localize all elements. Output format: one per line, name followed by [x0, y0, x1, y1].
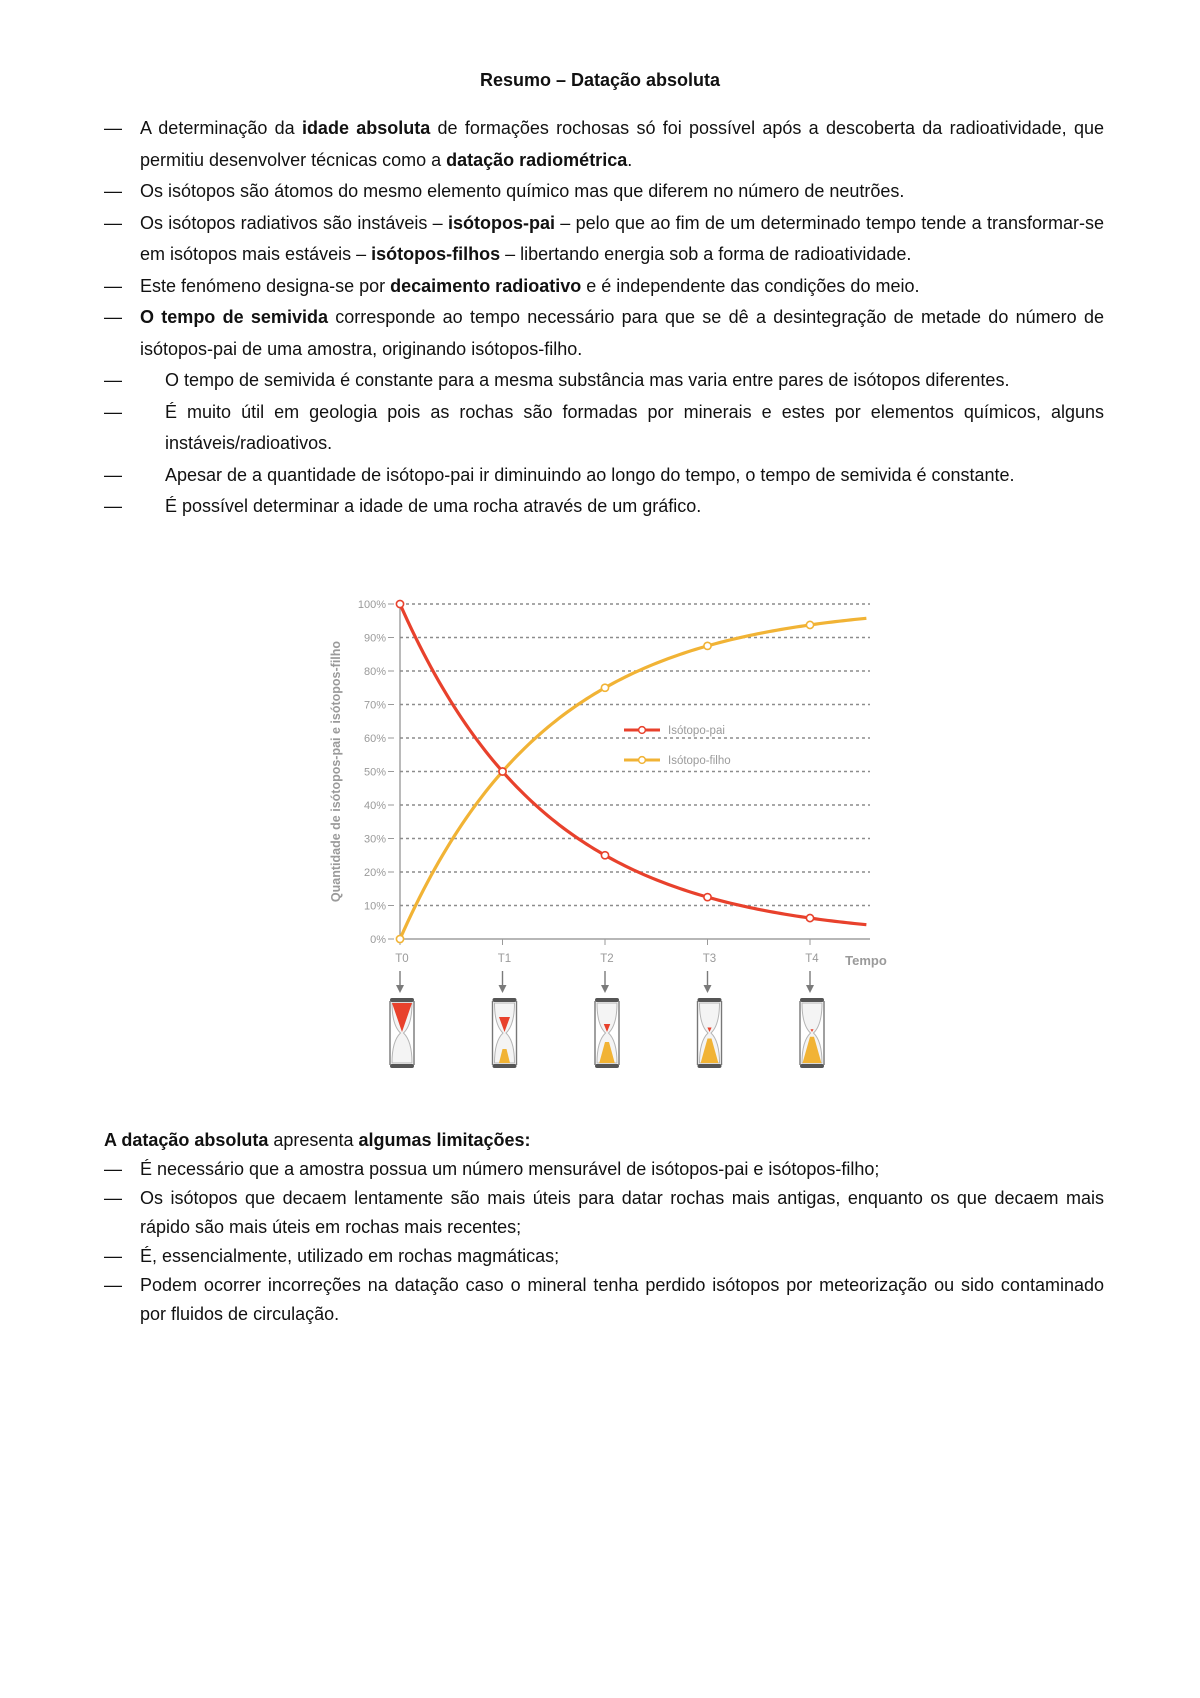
list-item: — É necessário que a amostra possua um número mensurável de isótopos-pai e isótopos-filho; — [104, 1155, 1104, 1184]
hourglass-cap-top — [595, 998, 619, 1002]
hourglass-cap-bottom — [493, 1064, 517, 1068]
list-item: — Apesar de a quantidade de isótopo-pai ir diminuindo ao longo do tempo, o tempo de semivida é constante. — [104, 460, 1104, 492]
y-tick-label: 60% — [363, 733, 386, 745]
list-item: — É muito útil em geologia pois as rochas são formadas por minerais e estes por elementos químicos, alguns instáveis/radioativos. — [104, 397, 1104, 460]
x-tick-label: T1 — [497, 953, 512, 965]
data-point-isotopo-pai — [601, 852, 608, 859]
list-item: — Podem ocorrer incorreções na datação caso o mineral tenha perdido isótopos por meteorização ou sido contaminado por fluidos de circulação. — [104, 1271, 1104, 1329]
list-item: — O tempo de semivida corresponde ao tempo necessário para que se dê a desintegração de metade do número de isótopos-pai de uma amostra, originando isótopos-filho. — [104, 302, 1104, 365]
list-item: — Os isótopos radiativos são instáveis – isótopos-pai – pelo que ao fim de um determinado tempo tende a transformar-se em isótopos mais estáveis – isótopos-filhos – libertando energia sob a forma de radioatividade. — [104, 208, 1104, 271]
time-arrow-head — [601, 985, 609, 993]
hourglass-cap-bottom — [698, 1064, 722, 1068]
y-axis-label: Quantidade de isótopos-pai e isótopos-filho — [329, 640, 343, 903]
data-point-isotopo-filho — [601, 684, 608, 691]
hourglass-cap-top — [390, 998, 414, 1002]
data-point-isotopo-pai — [704, 894, 711, 901]
time-arrow-head — [704, 985, 712, 993]
x-tick-label: T3 — [702, 953, 717, 965]
hourglass-cap-bottom — [390, 1064, 414, 1068]
term-decaimento-radioativo: decaimento radioativo — [390, 275, 582, 296]
chart-svg — [318, 592, 888, 1082]
series-line-isotopo-pai — [400, 604, 866, 925]
bullet-dash: — — [104, 118, 122, 138]
list-item: — É, essencialmente, utilizado em rochas magmáticas; — [104, 1242, 1104, 1271]
list-item: — Os isótopos que decaem lentamente são mais úteis para datar rochas mais antigas, enquanto os que decaem mais rápido são mais úteis em rochas mais recentes; — [104, 1184, 1104, 1242]
data-point-isotopo-filho — [806, 621, 813, 628]
bullet-dash: — — [104, 1246, 122, 1266]
bullet-dash: — — [104, 370, 122, 390]
y-tick-label: 10% — [363, 900, 386, 913]
y-tick-label: 90% — [363, 632, 386, 645]
bullet-dash: — — [104, 401, 122, 422]
term-datacao-radiometrica: datação radiométrica — [446, 149, 628, 170]
x-tick-label: T0 — [395, 953, 409, 965]
y-tick-label: 30% — [363, 833, 386, 846]
bullet-dash: — — [104, 1159, 122, 1179]
bullet-dash: — — [104, 275, 122, 296]
y-tick-label: 80% — [363, 666, 386, 678]
data-point-isotopo-pai — [396, 600, 403, 607]
legend-label: Isótopo-pai — [668, 725, 725, 737]
list-item: — Os isótopos são átomos do mesmo elemento químico mas que diferem no número de neutrões. — [104, 176, 1104, 208]
bullet-dash: — — [104, 1275, 122, 1295]
bullet-dash: — — [104, 496, 122, 516]
legend-marker — [639, 727, 646, 734]
legend-marker — [639, 757, 646, 764]
data-point-isotopo-pai — [806, 914, 813, 921]
x-tick-label: T4 — [805, 953, 819, 965]
y-tick-label: 100% — [357, 599, 386, 611]
term-isotopos-filhos: isótopos-filhos — [371, 244, 501, 264]
hourglass-cap-top — [493, 998, 517, 1002]
legend-label: Isótopo-filho — [668, 755, 731, 767]
limitations-section — [104, 1126, 1104, 1329]
bullet-dash: — — [104, 464, 122, 485]
term-idade-absoluta: idade absoluta — [301, 118, 431, 138]
data-point-isotopo-filho — [704, 642, 711, 649]
summary-list — [104, 113, 1104, 523]
y-tick-label: 70% — [363, 699, 386, 712]
document-title: Resumo – Datação absoluta — [479, 70, 721, 90]
bullet-dash: — — [104, 1188, 122, 1208]
time-arrow-head — [806, 985, 814, 993]
bullet-dash: — — [104, 181, 122, 201]
time-arrow-head — [499, 985, 507, 993]
bullet-dash: — — [104, 307, 122, 327]
term-tempo-semivida: O tempo de semivida — [140, 307, 328, 327]
y-tick-label: 20% — [363, 867, 386, 879]
hourglass-cap-bottom — [595, 1064, 619, 1068]
x-tick-label: T2 — [600, 953, 614, 965]
data-point-isotopo-pai — [499, 768, 506, 775]
hourglass-cap-bottom — [800, 1064, 824, 1068]
y-tick-label: 50% — [363, 766, 386, 779]
series-line-isotopo-filho — [400, 618, 866, 939]
list-item: — A determinação da idade absoluta de formações rochosas só foi possível após a descoberta da radioatividade, que permitiu desenvolver técnicas como a datação radiométrica. — [104, 113, 1104, 176]
time-arrow-head — [396, 985, 404, 993]
list-item: — É possível determinar a idade de uma rocha através de um gráfico. — [104, 491, 1104, 523]
half-life-chart — [318, 592, 888, 1082]
limitations-intro: A datação absoluta apresenta algumas limitações: — [104, 1130, 531, 1150]
y-tick-label: 40% — [363, 800, 386, 812]
y-tick-label: 0% — [370, 934, 386, 946]
data-point-isotopo-filho — [396, 935, 403, 942]
list-item: — O tempo de semivida é constante para a mesma substância mas varia entre pares de isótopos diferentes. — [104, 365, 1104, 397]
list-item: — Este fenómeno designa-se por decaimento radioativo e é independente das condições do meio. — [104, 271, 1104, 303]
x-axis-label: Tempo — [845, 953, 887, 968]
term-isotopos-pai: isótopos-pai — [448, 212, 555, 233]
bullet-dash: — — [104, 212, 122, 233]
hourglass-cap-top — [698, 998, 722, 1002]
hourglass-cap-top — [800, 998, 824, 1002]
